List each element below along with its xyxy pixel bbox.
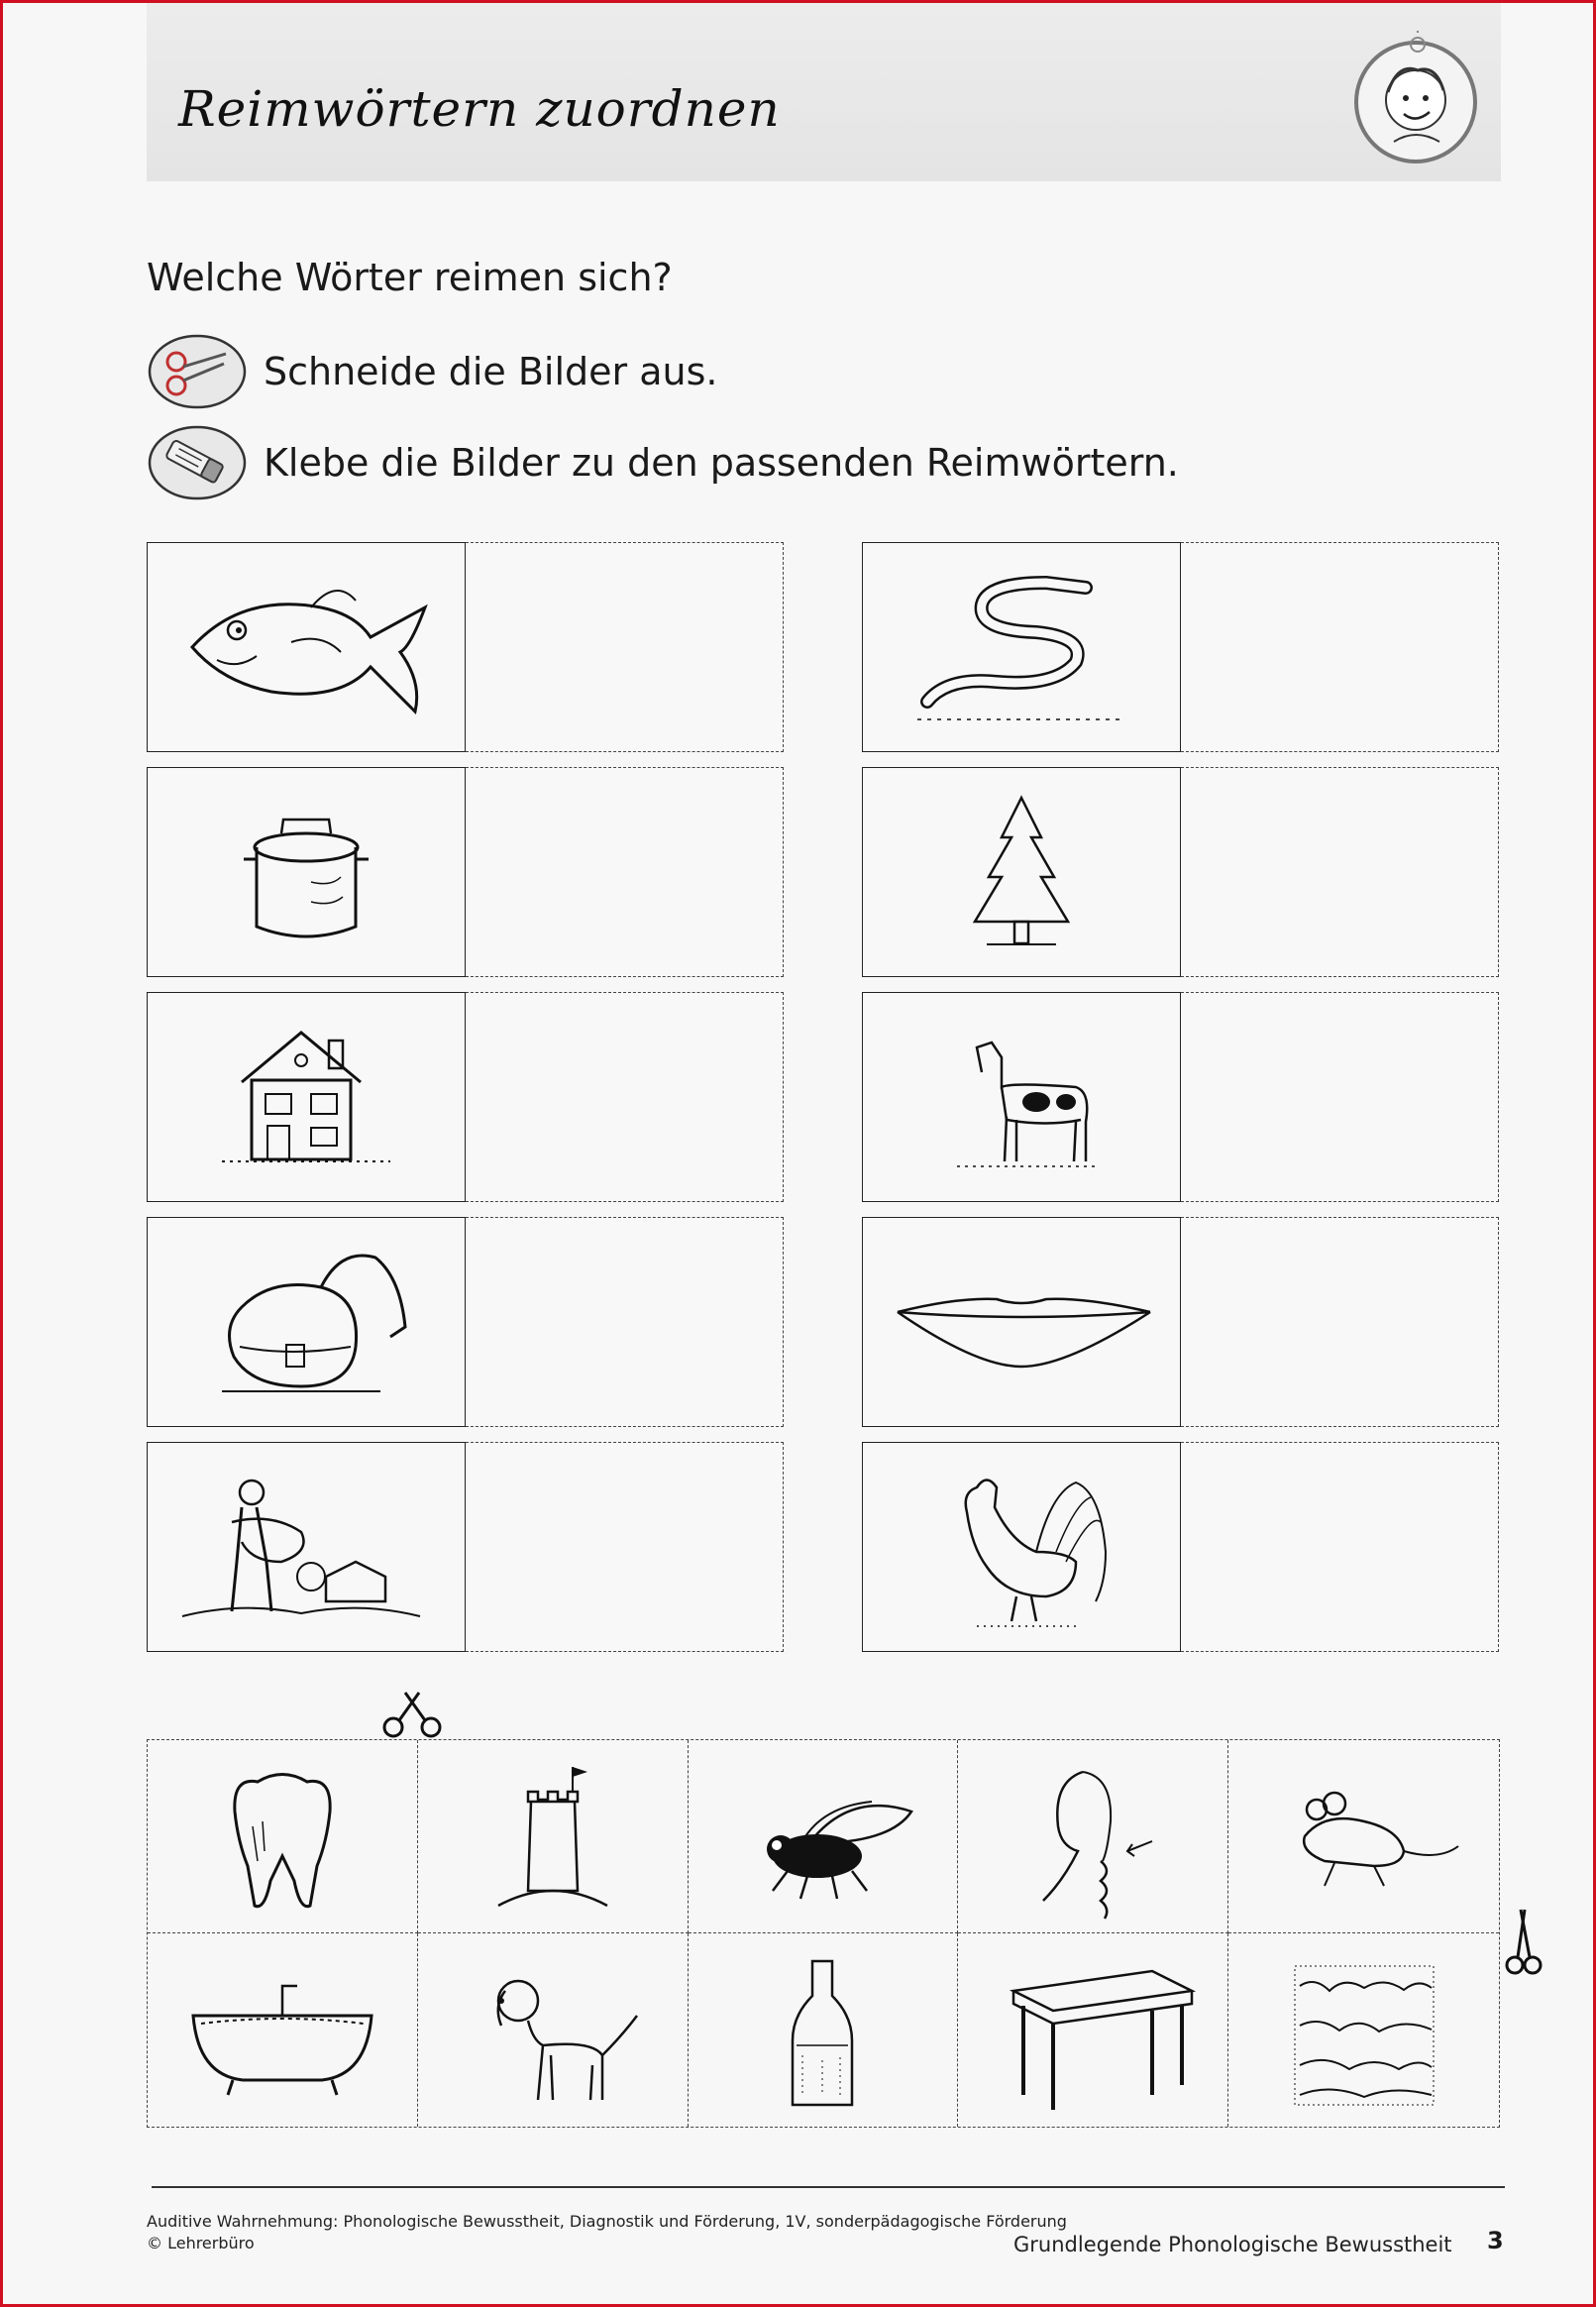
fir-tree-icon xyxy=(878,778,1165,966)
instruction-text: Klebe die Bilder zu den passenden Reimwörtern. xyxy=(264,441,1179,485)
cut-card[interactable] xyxy=(958,1933,1228,2127)
pot-icon xyxy=(162,778,450,966)
picture-box xyxy=(147,542,466,752)
lips-icon xyxy=(878,1228,1165,1416)
cut-here-scissors-icon xyxy=(379,1688,449,1747)
picture-box xyxy=(147,992,466,1202)
cut-card[interactable] xyxy=(148,1933,418,2127)
cut-card[interactable] xyxy=(689,1740,959,1933)
rhyme-pair-right-1 xyxy=(862,542,1499,752)
page-number: 3 xyxy=(1487,2227,1504,2254)
worksheet-title: Reimwörtern zuordnen xyxy=(178,80,781,138)
cut-here-scissors-icon xyxy=(1497,1906,1546,1985)
glue-slot[interactable] xyxy=(1181,767,1499,977)
rhyme-pair-right-3 xyxy=(862,992,1499,1202)
footer-divider xyxy=(152,2186,1505,2188)
table-icon xyxy=(984,1946,1202,2115)
picture-box xyxy=(147,767,466,977)
glue-slot[interactable] xyxy=(1181,992,1499,1202)
rhyme-pair-right-2 xyxy=(862,767,1499,977)
glue-slot[interactable] xyxy=(1181,542,1499,752)
cut-card[interactable] xyxy=(418,1933,689,2127)
farmer-icon xyxy=(162,1453,450,1641)
footer-source: Auditive Wahrnehmung: Phonologische Bewusstheit, Diagnostik und Förderung, 1V, sonderpädagogische Förderung xyxy=(147,2212,1067,2231)
house-icon xyxy=(162,1003,450,1191)
footer-section-title: Grundlegende Phonologische Bewusstheit xyxy=(1013,2233,1452,2256)
glue-slot[interactable] xyxy=(466,1442,784,1652)
instruction-cut xyxy=(147,332,717,411)
tooth-icon xyxy=(173,1752,391,1921)
fly-icon xyxy=(713,1752,931,1921)
worm-icon xyxy=(878,553,1165,741)
bottle-icon xyxy=(713,1946,931,2115)
cut-card[interactable] xyxy=(958,1740,1228,1933)
picture-box xyxy=(147,1442,466,1652)
footer-credits xyxy=(147,2211,1067,2254)
picture-box xyxy=(862,992,1181,1202)
tower-icon xyxy=(444,1752,662,1921)
cut-card[interactable] xyxy=(148,1740,418,1933)
cut-card[interactable] xyxy=(1228,1933,1499,2127)
cut-card[interactable] xyxy=(689,1933,959,2127)
rhyme-pair-left-5 xyxy=(147,1442,784,1652)
moss-icon xyxy=(1255,1946,1473,2115)
picture-box xyxy=(147,1217,466,1427)
glue-slot[interactable] xyxy=(466,542,784,752)
picture-box xyxy=(862,1442,1181,1652)
worksheet-header xyxy=(147,3,1501,181)
rhyme-pair-left-4 xyxy=(147,1217,784,1427)
glue-slot[interactable] xyxy=(466,992,784,1202)
rhyme-pair-left-2 xyxy=(147,767,784,977)
picture-box xyxy=(862,767,1181,977)
rhyme-pair-right-5 xyxy=(862,1442,1499,1652)
glue-slot[interactable] xyxy=(466,1217,784,1427)
picture-box xyxy=(862,542,1181,752)
goat-icon xyxy=(878,1003,1165,1191)
picture-box xyxy=(862,1217,1181,1427)
task-question: Welche Wörter reimen sich? xyxy=(147,256,673,299)
glue-slot[interactable] xyxy=(466,767,784,977)
rhyme-pair-right-4 xyxy=(862,1217,1499,1427)
mouse-icon xyxy=(1255,1752,1473,1921)
cut-card[interactable] xyxy=(1228,1740,1499,1933)
scissors-icon xyxy=(147,332,248,411)
rhyme-pair-left-3 xyxy=(147,992,784,1202)
cut-card[interactable] xyxy=(418,1740,689,1933)
bag-icon xyxy=(162,1228,450,1416)
cut-out-cards-grid xyxy=(147,1739,1500,2128)
glue-slot[interactable] xyxy=(1181,1442,1499,1652)
glue-slot[interactable] xyxy=(1181,1217,1499,1427)
instruction-text: Schneide die Bilder aus. xyxy=(264,350,718,393)
braid-icon xyxy=(984,1752,1202,1921)
dog-icon xyxy=(444,1946,662,2115)
glue-stick-icon xyxy=(147,423,248,502)
rhyme-pair-left-1 xyxy=(147,542,784,752)
footer-copyright: © Lehrerbüro xyxy=(147,2234,255,2252)
boy-avatar-icon xyxy=(1348,31,1483,165)
instruction-glue xyxy=(147,423,1179,502)
bathtub-icon xyxy=(173,1946,391,2115)
fish-icon xyxy=(162,553,450,741)
rooster-icon xyxy=(878,1453,1165,1641)
